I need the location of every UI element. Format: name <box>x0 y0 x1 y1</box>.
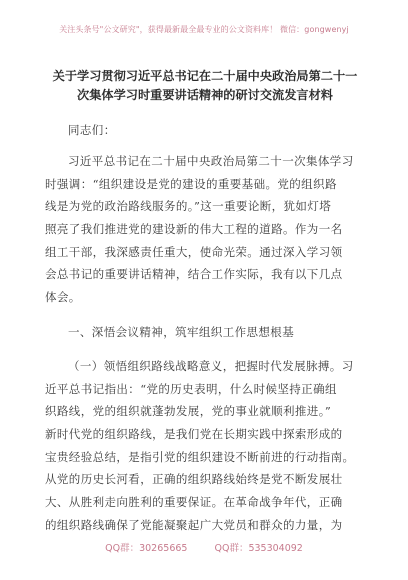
paragraph-line: 习近平总书记在二十届中央政治局第二十一次集体学习 <box>68 154 354 168</box>
paragraph-line: 组工干部，我深感责任重大，使命光荣。通过深入学习领 <box>45 245 343 259</box>
paragraph-line: 从党的历史长河看，正确的组织路线始终是党不断发展壮 <box>45 472 343 486</box>
paragraph-line: 照亮了我们推进党的建设新的伟大工程的道路。作为一名 <box>45 222 343 236</box>
paragraph-line: 大、从胜利走向胜利的重要保证。在革命战争年代，正确 <box>45 495 343 509</box>
paragraph-line: 线是为党的政治路线服务的。”这一重要论断，犹如灯塔 <box>45 199 332 213</box>
paragraph-line: 宝贵经验总结，是指引党的组织建设不断前进的行动指南。 <box>45 450 355 464</box>
paragraph-line: 会总书记的重要讲话精神，结合工作实际，我有以下几点 <box>45 267 343 281</box>
paragraph-line: 时强调：“组织建设是党的建设的重要基础。党的组织路 <box>45 177 337 191</box>
title-line-1: 关于学习贯彻习近平总书记在二十届中央政治局第二十一 <box>52 69 358 83</box>
footer-contact <box>0 540 408 554</box>
header-promo-text: 关注头条号"公文研究"，获得最新最全最专业的公文资料库！ 微信：gongwenyj <box>59 25 349 34</box>
paragraph-line: 体会。 <box>45 290 81 304</box>
paragraph-line: 新时代党的组织路线，是我们党在长期实践中探索形成的 <box>45 427 343 441</box>
footer-qq-group-1: QQ群：30265665 <box>105 543 188 554</box>
title-line-2: 次集体学习时重要讲话精神的研讨交流发言材料 <box>77 88 333 102</box>
paragraph-line: 的组织路线确保了党能凝聚起广大党员和群众的力量，为 <box>45 518 343 532</box>
paragraph-line: 近平总书记指出：“党的历史表明，什么时候坚持正确组 <box>45 382 337 396</box>
paragraph-line: （一）领悟组织路线战略意义，把握时代发展脉搏。习 <box>68 359 354 373</box>
document-title <box>40 67 370 105</box>
section-heading: 一、深悟会议精神，筑牢组织工作思想根基 <box>68 325 295 339</box>
paragraph-line: 织路线，党的组织就蓬勃发展，党的事业就顺利推进。” <box>45 404 332 418</box>
footer-qq-group-2: QQ群：535304092 <box>214 543 303 554</box>
greeting: 同志们： <box>68 123 116 137</box>
